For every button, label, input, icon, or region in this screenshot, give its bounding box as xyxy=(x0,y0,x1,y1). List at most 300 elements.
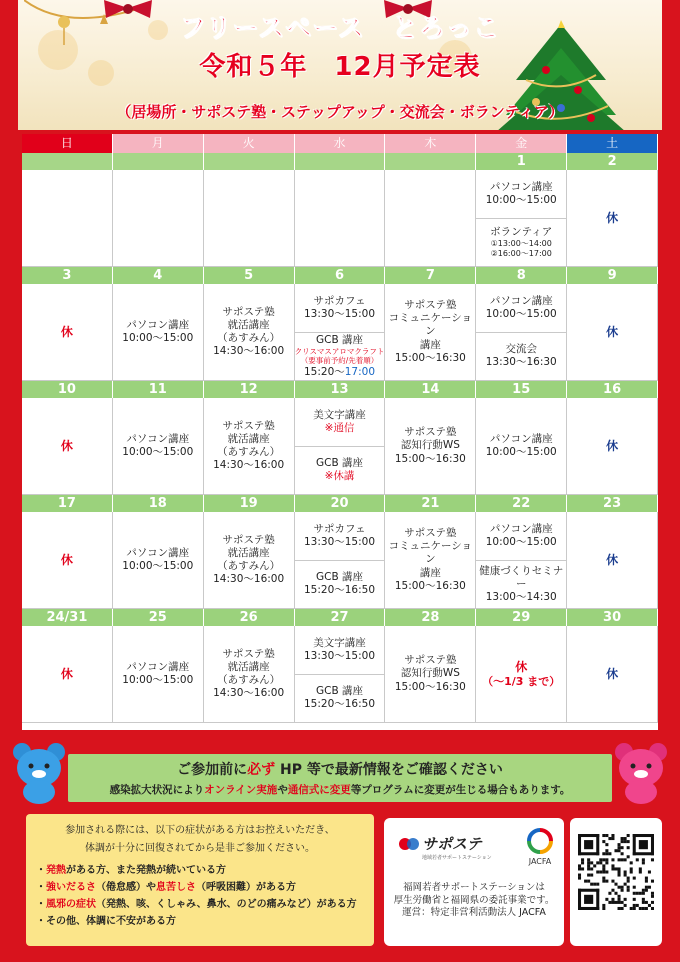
qr-module xyxy=(581,867,584,870)
day-cell xyxy=(204,170,295,267)
jacfa-logo xyxy=(526,828,554,866)
qr-module xyxy=(578,852,599,855)
qr-module xyxy=(590,861,593,864)
qr-module xyxy=(630,870,633,873)
qr-module xyxy=(645,901,648,904)
notice-banner xyxy=(68,754,612,802)
symptom-item: ・発熱がある方、また発熱が続いている方 xyxy=(36,865,226,876)
qr-module xyxy=(645,877,648,880)
qr-module xyxy=(633,852,654,855)
event-line: サポステ塾 xyxy=(404,299,457,312)
event-line: パソコン講座 xyxy=(489,294,553,307)
event-block xyxy=(385,398,475,494)
saposute-logo-sub: 地域若者サポートステーション xyxy=(422,855,492,861)
event-line: サポカフェ xyxy=(313,294,366,307)
day-cell xyxy=(476,398,567,495)
notice-text: HP 等で最新情報をご確認ください xyxy=(275,762,503,778)
month-title: 令和５年 12月予定表 xyxy=(199,52,481,82)
symptom-intro xyxy=(26,822,374,858)
date-number: 23 xyxy=(567,495,658,512)
event-line: ②16:00～17:00 xyxy=(490,248,552,258)
qr-module xyxy=(614,849,617,852)
date-number: 29 xyxy=(476,609,567,626)
event-line: （～1/3 まで） xyxy=(482,674,561,688)
event-block xyxy=(22,284,112,380)
qr-module xyxy=(627,846,630,849)
event-line: 14:30～16:00 xyxy=(213,687,285,700)
qr-module xyxy=(636,904,639,907)
qr-module xyxy=(608,892,611,895)
date-number: 4 xyxy=(113,267,204,284)
qr-module xyxy=(599,858,602,861)
date-number: 12 xyxy=(204,381,295,398)
event-line: 10:00～15:00 xyxy=(485,193,557,206)
qr-module xyxy=(608,852,611,855)
date-number: 28 xyxy=(385,609,476,626)
qr-module xyxy=(602,880,605,883)
qr-module xyxy=(605,898,608,901)
event-line: 講座 xyxy=(419,338,441,351)
qr-module xyxy=(630,907,633,910)
notice-text: ご参加前に xyxy=(177,762,248,778)
event-line: 15:20～16:50 xyxy=(303,698,376,711)
qr-module xyxy=(618,846,621,849)
qr-module xyxy=(624,870,627,873)
day-cell xyxy=(295,512,386,609)
event-line: 就活講座 xyxy=(227,660,270,673)
calendar-week xyxy=(22,495,658,609)
org-line: 福岡若者サポートステーションは xyxy=(403,882,545,893)
qr-module xyxy=(621,846,624,849)
day-cell xyxy=(295,398,386,495)
event-block xyxy=(204,398,294,494)
calendar xyxy=(22,134,658,730)
day-cell xyxy=(22,512,113,609)
event-line: 13:30～15:00 xyxy=(303,649,376,662)
qr-module xyxy=(636,892,639,895)
qr-module xyxy=(611,864,614,867)
qr-module xyxy=(639,870,642,873)
date-number: 26 xyxy=(204,609,295,626)
day-cell xyxy=(204,512,295,609)
qr-module xyxy=(651,858,654,861)
event-line: 休 xyxy=(60,324,73,339)
qr-module xyxy=(602,834,605,837)
qr-module xyxy=(605,834,608,837)
qr-module xyxy=(639,840,648,849)
qr-module xyxy=(618,849,621,852)
event-block xyxy=(385,512,475,608)
qr-module xyxy=(627,855,630,858)
event-block xyxy=(567,512,657,608)
qr-module xyxy=(639,907,642,910)
event-block xyxy=(113,512,203,608)
date-number: 21 xyxy=(385,495,476,512)
qr-module xyxy=(651,892,654,895)
day-cell xyxy=(113,170,204,267)
day-cell xyxy=(476,512,567,609)
day-cell xyxy=(295,284,386,381)
qr-module xyxy=(621,886,624,889)
symptom-item: ・その他、体調に不安がある方 xyxy=(36,916,176,927)
event-row xyxy=(22,284,658,381)
symptom-em: 強いだるさ xyxy=(46,882,96,893)
day-cell xyxy=(476,626,567,723)
event-line: 休 xyxy=(60,552,73,567)
symptom-rest: がある方、また発熱が続いている方 xyxy=(66,865,226,876)
qr-module xyxy=(624,858,627,861)
qr-module xyxy=(624,898,627,901)
date-number: 16 xyxy=(567,381,658,398)
day-cell xyxy=(476,170,567,267)
day-cell xyxy=(22,626,113,723)
symptom-rest: その他、体調に不安がある方 xyxy=(46,916,176,927)
qr-module xyxy=(578,889,599,892)
event-line: 休 xyxy=(606,552,619,567)
qr-module xyxy=(578,877,581,880)
pink-bear-icon xyxy=(612,740,670,804)
event-line: サポステ塾 xyxy=(404,654,457,667)
qr-module xyxy=(621,858,624,861)
qr-module xyxy=(608,901,611,904)
event-block xyxy=(204,284,294,380)
day-cell xyxy=(567,284,658,381)
qr-module xyxy=(621,889,624,892)
event-line: 認知行動WS xyxy=(400,439,460,452)
date-number: 24/31 xyxy=(22,609,113,626)
day-cell xyxy=(113,284,204,381)
dow-friday: 金 xyxy=(476,134,567,153)
event-line: ※休講 xyxy=(324,470,355,483)
event-line: 10:00～15:00 xyxy=(485,446,557,458)
event-line: パソコン講座 xyxy=(489,180,553,193)
symptom-intro-line: 体調が十分に回復されてから是非ご参加ください。 xyxy=(85,843,315,854)
qr-module xyxy=(645,880,648,883)
date-number: 27 xyxy=(295,609,386,626)
qr-module xyxy=(605,852,608,855)
event-block xyxy=(476,170,566,218)
qr-module xyxy=(651,834,654,855)
qr-module xyxy=(648,904,651,907)
event-block xyxy=(295,284,385,332)
event-line: （あすみん） xyxy=(217,674,281,686)
event-block xyxy=(567,398,657,494)
event-line: 休 xyxy=(515,659,528,674)
event-line: 13:00～14:30 xyxy=(485,590,557,603)
event-line: 13:30～16:30 xyxy=(485,356,557,369)
symptom-intro-line: 参加される際には、以下の症状がある方はお控えいただき、 xyxy=(65,825,335,836)
qr-module xyxy=(618,898,621,901)
calendar-week xyxy=(22,267,658,381)
qr-module xyxy=(624,837,627,840)
date-number: 1 xyxy=(476,153,567,170)
event-line: サポステ塾 xyxy=(222,419,275,432)
notice-line2 xyxy=(68,782,612,797)
notice-text: 等プログラムに変更が生じる場合もあります。 xyxy=(350,784,571,796)
day-cell xyxy=(204,398,295,495)
date-number: 13 xyxy=(295,381,386,398)
date-number xyxy=(204,153,295,170)
event-block xyxy=(476,284,566,332)
symptom-em: 発熱 xyxy=(46,865,66,876)
qr-module xyxy=(611,834,614,837)
qr-module xyxy=(593,864,596,867)
day-cell xyxy=(204,626,295,723)
event-line: コミュニケーション xyxy=(388,540,473,566)
qr-module xyxy=(611,889,614,892)
org-line: 厚生労働省と福岡県の委託事業です。 xyxy=(393,894,555,906)
qr-module xyxy=(587,861,590,864)
date-row xyxy=(22,609,658,626)
event-block xyxy=(295,512,385,560)
day-cell xyxy=(385,170,476,267)
blue-bear-icon xyxy=(10,740,68,804)
qr-module xyxy=(587,867,590,870)
date-number: 22 xyxy=(476,495,567,512)
event-block xyxy=(476,218,566,267)
event-block xyxy=(204,512,294,608)
notice-text: や xyxy=(277,784,288,796)
date-row xyxy=(22,153,658,170)
day-cell xyxy=(385,626,476,723)
event-block xyxy=(113,626,203,722)
event-block xyxy=(113,398,203,494)
page-title: フリースペース とろっこ xyxy=(179,14,501,44)
day-cell xyxy=(22,284,113,381)
qr-module xyxy=(627,840,630,843)
event-line: 休 xyxy=(606,210,619,225)
event-block xyxy=(22,398,112,494)
qr-module xyxy=(621,837,624,840)
notice-emphasis: オンライン実施 xyxy=(204,784,278,796)
symptom-item: ・風邪の症状（発熱、咳、くしゃみ、鼻水、のどの痛みなど）がある方 xyxy=(36,899,357,910)
day-cell xyxy=(567,512,658,609)
qr-module xyxy=(602,864,605,867)
day-cell xyxy=(204,284,295,381)
qr-module xyxy=(587,864,590,867)
qr-module xyxy=(578,889,581,910)
day-cell xyxy=(295,626,386,723)
qr-module xyxy=(611,898,614,901)
qr-code-icon[interactable] xyxy=(578,834,654,910)
event-line: GCB 講座 xyxy=(316,333,364,346)
qr-module xyxy=(596,883,599,886)
qr-module xyxy=(596,870,599,873)
day-cell xyxy=(113,398,204,495)
event-block xyxy=(476,332,566,381)
qr-module xyxy=(645,889,648,892)
qr-module xyxy=(618,895,621,898)
dow-saturday: 土 xyxy=(567,134,658,153)
event-line: サポステ塾 xyxy=(404,426,457,439)
qr-module xyxy=(584,880,587,883)
qr-module xyxy=(651,907,654,910)
qr-module xyxy=(608,837,611,840)
qr-module xyxy=(645,907,648,910)
date-number: 2 xyxy=(567,153,658,170)
qr-module xyxy=(602,840,605,843)
date-number xyxy=(113,153,204,170)
event-line: ①13:00～14:00 xyxy=(490,238,552,248)
date-number: 10 xyxy=(22,381,113,398)
qr-module xyxy=(618,870,621,873)
qr-module xyxy=(587,880,590,883)
qr-module xyxy=(602,907,605,910)
event-block xyxy=(385,626,475,722)
qr-module xyxy=(602,867,605,870)
event-line: サポカフェ xyxy=(313,522,366,535)
qr-module xyxy=(642,858,645,861)
date-number: 19 xyxy=(204,495,295,512)
symptom-list xyxy=(36,862,374,930)
qr-module xyxy=(611,858,614,861)
qr-module xyxy=(645,886,648,889)
dow-tuesday: 火 xyxy=(204,134,295,153)
qr-module xyxy=(605,858,608,861)
day-cell xyxy=(113,626,204,723)
event-line: パソコン講座 xyxy=(126,432,190,445)
notice-text: 感染拡大状況により xyxy=(109,784,205,796)
saposute-logo-text: サポステ xyxy=(422,835,482,853)
day-cell xyxy=(385,284,476,381)
qr-module xyxy=(602,858,605,861)
event-line: （あすみん） xyxy=(217,446,281,458)
calendar-weeks xyxy=(22,153,658,723)
event-line: 14:30～16:00 xyxy=(213,459,285,472)
dow-sunday: 日 xyxy=(22,134,113,153)
qr-module xyxy=(614,883,617,886)
event-line: パソコン講座 xyxy=(126,546,190,559)
date-number: 7 xyxy=(385,267,476,284)
program-subtitle: （居場所・サポステ塾・ステップアップ・交流会・ボランティア） xyxy=(116,103,564,121)
qr-module xyxy=(639,867,642,870)
event-line: GCB 講座 xyxy=(316,457,364,470)
day-cell xyxy=(113,512,204,609)
qr-module xyxy=(587,874,590,877)
event-block xyxy=(113,284,203,380)
qr-module xyxy=(596,834,599,855)
qr-module xyxy=(581,858,584,861)
qr-module xyxy=(618,874,621,877)
event-line: 10:00～15:00 xyxy=(485,307,557,320)
qr-module xyxy=(578,874,581,877)
qr-module xyxy=(618,901,621,904)
event-line: コミュニケーション xyxy=(388,312,473,338)
notice-emphasis: 必ず xyxy=(247,762,276,778)
qr-module xyxy=(590,883,593,886)
qr-module xyxy=(590,874,593,877)
date-number xyxy=(385,153,476,170)
event-line: サポステ塾 xyxy=(222,305,275,318)
qr-module xyxy=(651,895,654,898)
event-line: パソコン講座 xyxy=(126,318,190,331)
event-line: （あすみん） xyxy=(217,332,281,344)
event-block xyxy=(567,170,657,266)
qr-module xyxy=(587,858,590,861)
event-block xyxy=(295,560,385,609)
qr-module xyxy=(578,864,581,867)
dow-monday: 月 xyxy=(113,134,204,153)
qr-module xyxy=(621,840,624,843)
event-line: 認知行動WS xyxy=(400,667,460,680)
event-line: 交流会 xyxy=(505,343,537,356)
event-line: 講座 xyxy=(419,566,441,579)
event-block xyxy=(295,626,385,674)
qr-module xyxy=(602,870,605,873)
day-cell xyxy=(385,398,476,495)
event-block xyxy=(385,284,475,380)
event-time xyxy=(304,366,375,379)
qr-module xyxy=(636,858,639,861)
qr-module xyxy=(633,834,636,855)
qr-module xyxy=(605,849,608,852)
qr-module xyxy=(633,898,636,901)
symptom-box xyxy=(26,814,374,946)
qr-module xyxy=(627,834,630,837)
qr-module xyxy=(605,861,608,864)
event-line: パソコン講座 xyxy=(126,660,190,673)
event-line: 10:00～15:00 xyxy=(122,560,194,572)
qr-module xyxy=(627,886,630,889)
qr-module xyxy=(618,867,621,870)
qr-module xyxy=(642,898,645,901)
event-line: 就活講座 xyxy=(227,318,270,331)
event-line: 美文字講座 xyxy=(313,636,366,649)
day-cell xyxy=(385,512,476,609)
event-line: 健康づくりセミナー xyxy=(479,564,564,590)
qr-module xyxy=(633,877,636,880)
qr-module xyxy=(611,880,614,883)
qr-module xyxy=(611,867,614,870)
date-number: 30 xyxy=(567,609,658,626)
event-block xyxy=(295,398,385,446)
symptom-em: 息苦しさ xyxy=(156,882,196,893)
notice-line1 xyxy=(68,759,612,779)
qr-module xyxy=(618,843,621,846)
qr-module xyxy=(630,867,633,870)
qr-module xyxy=(581,861,584,864)
qr-module xyxy=(627,877,630,880)
date-number: 6 xyxy=(295,267,386,284)
qr-module xyxy=(602,877,605,880)
qr-module xyxy=(633,907,636,910)
qr-module xyxy=(605,880,608,883)
date-number: 11 xyxy=(113,381,204,398)
event-line: 美文字講座 xyxy=(313,408,366,421)
event-block xyxy=(476,626,566,722)
event-line: サポステ塾 xyxy=(222,647,275,660)
qr-module xyxy=(633,886,636,889)
qr-module xyxy=(633,904,636,907)
dow-wednesday: 水 xyxy=(295,134,386,153)
qr-module xyxy=(627,889,630,892)
event-line: 10:00～15:00 xyxy=(122,332,194,344)
symptom-item: ・強いだるさ（倦怠感）や息苦しさ（呼吸困難）がある方 xyxy=(36,882,296,893)
day-cell xyxy=(22,170,113,267)
qr-module xyxy=(621,907,624,910)
event-line: 15:00～16:30 xyxy=(394,680,466,693)
qr-module xyxy=(605,870,608,873)
qr-module xyxy=(621,901,624,904)
day-cell xyxy=(22,398,113,495)
event-line: 休 xyxy=(606,324,619,339)
event-line: 10:00～15:00 xyxy=(485,535,557,548)
qr-module xyxy=(618,858,621,861)
day-cell xyxy=(476,284,567,381)
event-block xyxy=(295,446,385,495)
qr-module xyxy=(624,840,627,843)
qr-module xyxy=(621,852,624,855)
